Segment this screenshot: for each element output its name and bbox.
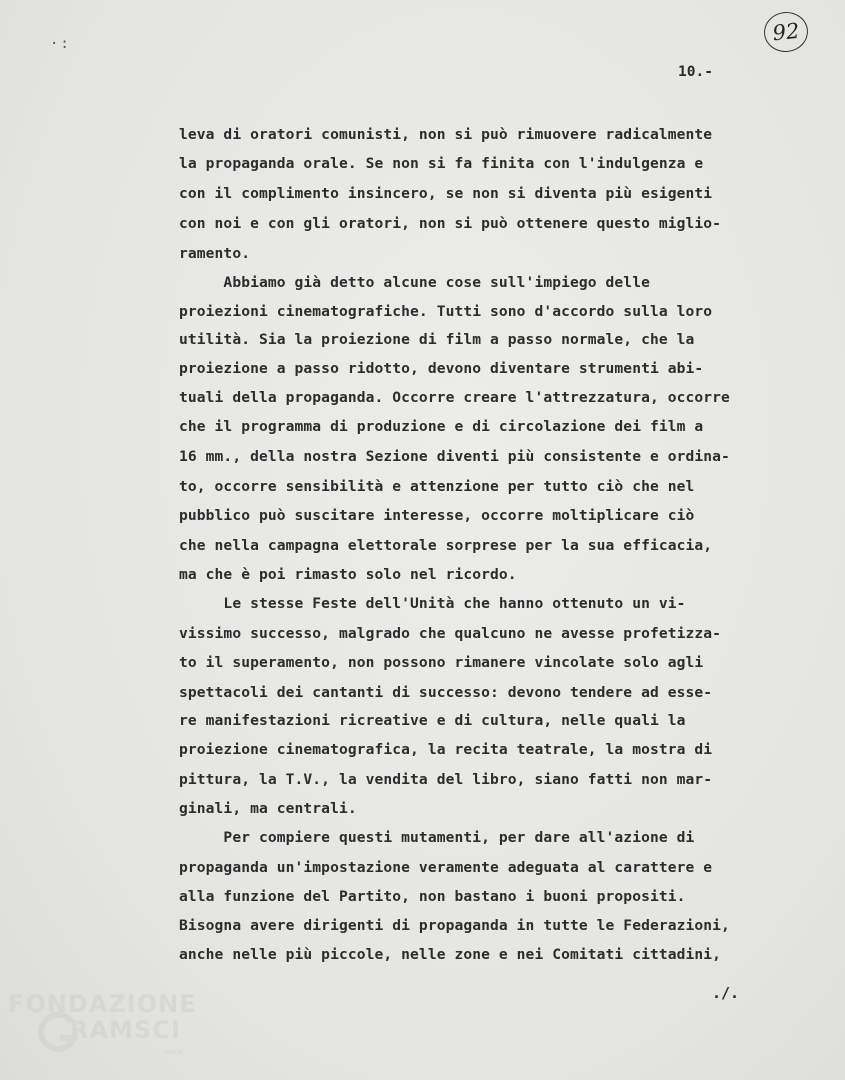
text-line: spettacoli dei cantanti di successo: devono tendere ad esse- bbox=[179, 684, 713, 701]
text-line: alla funzione del Partito, non bastano i buoni propositi. bbox=[179, 888, 686, 905]
text-line: to il superamento, non possono rimanere vincolate solo agli bbox=[179, 654, 704, 671]
text-line: che nella campagna elettorale sorprese per la sua efficacia, bbox=[179, 537, 713, 554]
text-line: anche nelle più piccole, nelle zone e nei Comitati cittadini, bbox=[179, 946, 722, 963]
text-line: proiezione cinematografica, la recita teatrale, la mostra di bbox=[179, 741, 713, 758]
text-line: tuali della propaganda. Occorre creare l'attrezzatura, occorre bbox=[179, 389, 730, 406]
text-line: pubblico può suscitare interesse, occorre moltiplicare ciò bbox=[179, 507, 695, 524]
text-line: ma che è poi rimasto solo nel ricordo. bbox=[179, 566, 517, 583]
text-line: vissimo successo, malgrado che qualcuno ne avesse profetizza- bbox=[179, 625, 722, 642]
text-line: con noi e con gli oratori, non si può ottenere questo miglio- bbox=[179, 215, 722, 232]
text-line: Bisogna avere dirigenti di propaganda in tutte le Federazioni, bbox=[179, 917, 730, 934]
text-line: leva di oratori comunisti, non si può rimuovere radicalmente bbox=[179, 126, 713, 143]
text-line: 16 mm., della nostra Sezione diventi più consistente e ordina- bbox=[179, 448, 730, 465]
text-line: Per compiere questi mutamenti, per dare all'azione di bbox=[179, 829, 695, 846]
ink-speck: ·: bbox=[50, 36, 71, 52]
fondazione-gramsci-watermark bbox=[8, 990, 218, 1070]
text-line: Le stesse Feste dell'Unità che hanno ottenuto un vi- bbox=[179, 595, 686, 612]
archive-number-stamp: 92 bbox=[762, 10, 810, 54]
text-line: to, occorre sensibilità e attenzione per tutto ciò che nel bbox=[179, 478, 695, 495]
text-line: pittura, la T.V., la vendita del libro, siano fatti non mar- bbox=[179, 771, 713, 788]
text-line: Abbiamo già detto alcune cose sull'impiego delle bbox=[179, 274, 650, 291]
continuation-mark: ./. bbox=[712, 984, 740, 1002]
page-number: 10.- bbox=[678, 64, 713, 80]
text-line: che il programma di produzione e di circolazione dei film a bbox=[179, 418, 704, 435]
text-line: propaganda un'impostazione veramente adeguata al carattere e bbox=[179, 859, 713, 876]
text-line: la propaganda orale. Se non si fa finita con l'indulgenza e bbox=[179, 155, 704, 172]
text-line: ramento. bbox=[179, 245, 251, 262]
watermark-line2: RAMSCI bbox=[70, 1016, 181, 1044]
text-line: con il complimento insincero, se non si diventa più esigenti bbox=[179, 185, 713, 202]
text-line: proiezione a passo ridotto, devono diventare strumenti abi- bbox=[179, 360, 704, 377]
text-line: utilità. Sia la proiezione di film a passo normale, che la bbox=[179, 331, 695, 348]
text-line: proiezioni cinematografiche. Tutti sono d'accordo sulla loro bbox=[179, 303, 713, 320]
text-line: re manifestazioni ricreative e di cultura, nelle quali la bbox=[179, 712, 686, 729]
watermark-line1: FONDAZIONE bbox=[8, 990, 197, 1018]
text-line: ginali, ma centrali. bbox=[179, 800, 357, 817]
watermark-sub: onlus bbox=[164, 1048, 183, 1056]
